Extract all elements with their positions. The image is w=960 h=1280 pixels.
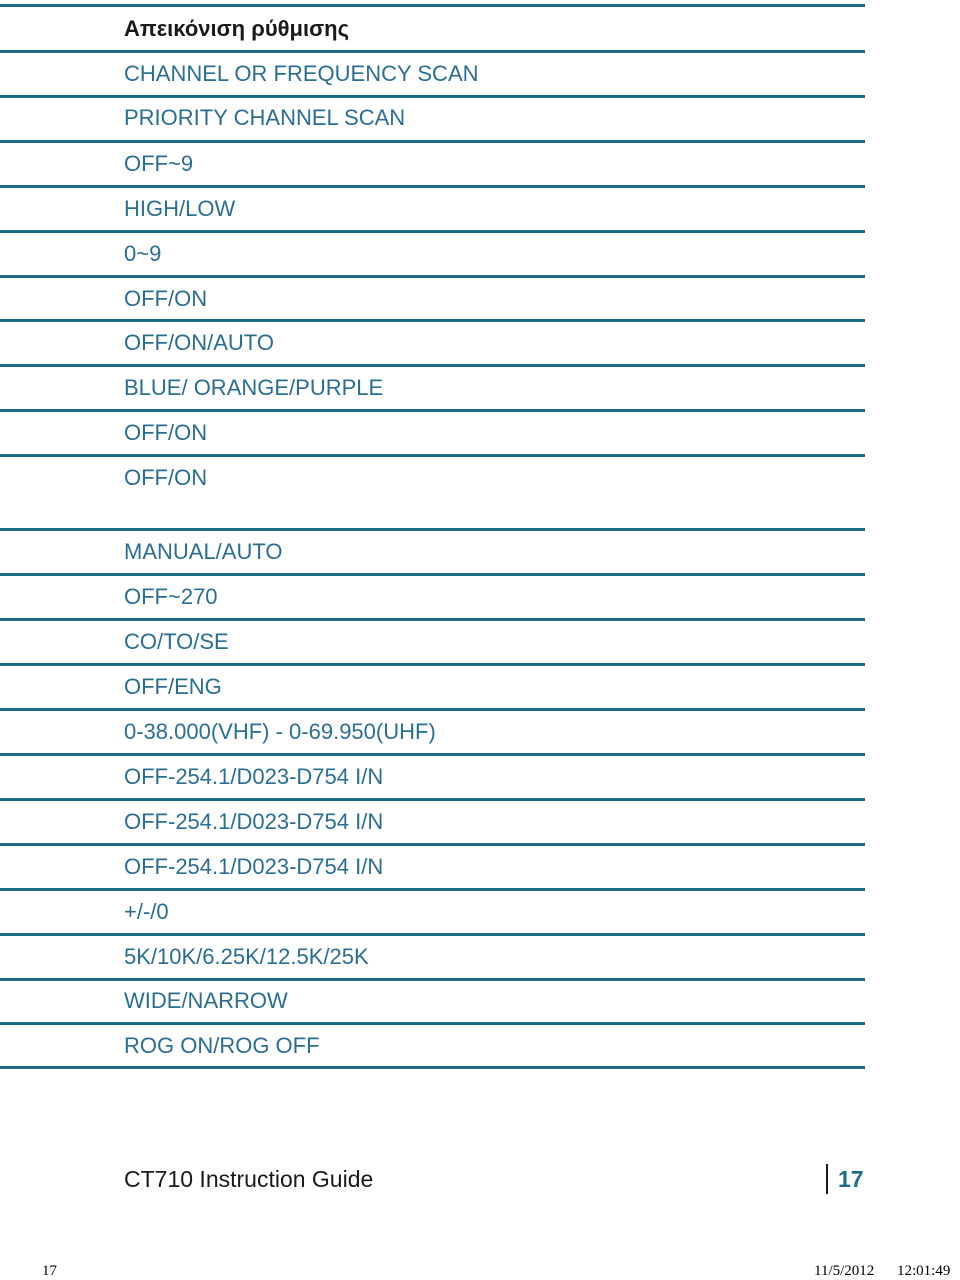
page-number: 17: [826, 1164, 864, 1194]
table-cell: CO/TO/SE: [124, 629, 229, 654]
print-stamp-date: 11/5/2012: [814, 1263, 875, 1279]
table-rule: [0, 319, 865, 322]
table-rule: [0, 364, 865, 367]
table-rule: [0, 978, 865, 981]
table-cell: 5K/10K/6.25K/12.5K/25K: [124, 944, 369, 969]
table-rule: [0, 933, 865, 936]
table-cell: MANUAL/AUTO: [124, 539, 283, 564]
table-cell: OFF/ON: [124, 465, 208, 490]
table-cell: OFF/ENG: [124, 674, 222, 699]
print-stamp-page: 17: [42, 1263, 57, 1279]
table-cell: BLUE/ ORANGE/PURPLE: [124, 375, 384, 400]
table-rule: [0, 140, 865, 143]
table-rule: [0, 708, 865, 711]
table-cell: OFF-254.1/D023-D754 I/N: [124, 764, 384, 789]
table-rule: [0, 753, 865, 756]
table-rule: [0, 618, 865, 621]
table-rule: [0, 528, 865, 531]
guide-title: CT710 Instruction Guide: [124, 1166, 374, 1192]
table-rule: [0, 798, 865, 801]
table-cell: OFF~9: [124, 151, 194, 176]
table-rule: [0, 454, 865, 457]
table-cell: ROG ON/ROG OFF: [124, 1033, 320, 1058]
column-heading: Απεικόνιση ρύθμισης: [124, 16, 350, 41]
table-rule: [0, 1022, 865, 1025]
print-stamp-time: 12:01:49: [897, 1263, 951, 1279]
table-rule: [0, 663, 865, 666]
table-cell: CHANNEL OR FREQUENCY SCAN: [124, 61, 479, 86]
table-rule: [0, 888, 865, 891]
table-cell: 0~9: [124, 241, 162, 266]
table-rule: [0, 843, 865, 846]
table-cell: OFF-254.1/D023-D754 I/N: [124, 854, 384, 879]
table-rule: [0, 4, 865, 7]
table-cell: +/-/0: [124, 899, 169, 924]
table-rule: [0, 185, 865, 188]
table-cell: 0-38.000(VHF) - 0-69.950(UHF): [124, 719, 436, 744]
table-cell: PRIORITY CHANNEL SCAN: [124, 105, 406, 130]
table-rule: [0, 95, 865, 98]
table-rule: [0, 275, 865, 278]
table-rule: [0, 50, 865, 53]
table-cell: OFF/ON: [124, 420, 208, 445]
table-cell: HIGH/LOW: [124, 196, 236, 221]
table-cell: OFF/ON: [124, 286, 208, 311]
table-cell: OFF-254.1/D023-D754 I/N: [124, 809, 384, 834]
table-rule: [0, 409, 865, 412]
table-rule: [0, 573, 865, 576]
table-rule: [0, 230, 865, 233]
table-rule: [0, 1066, 865, 1069]
table-cell: WIDE/NARROW: [124, 988, 288, 1013]
table-cell: OFF~270: [124, 584, 218, 609]
table-cell: OFF/ON/AUTO: [124, 330, 274, 355]
